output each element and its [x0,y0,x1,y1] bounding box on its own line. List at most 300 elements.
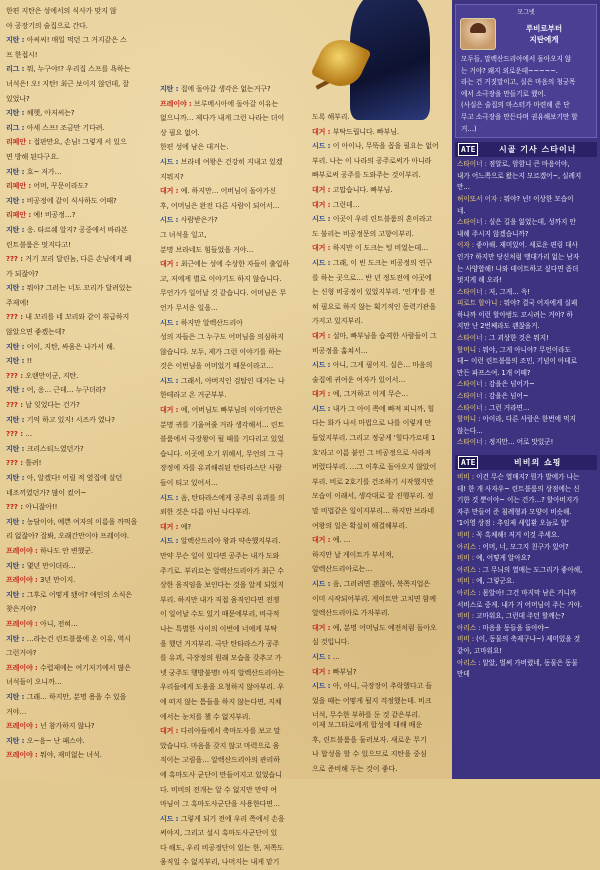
ate-speaker: 비비 : [457,554,477,563]
speaker-name: 지탄 : [6,415,27,424]
dialogue-line [312,592,450,607]
speaker-name: 대거 : [160,260,181,269]
dialogue-text: … [332,652,340,661]
dialogue-line [160,826,310,841]
dialogue-text: 모습이 이래서, 생각대로 잘 진행부리. 정 [312,492,434,501]
dialogue-text: 여왕의 일은 확실히 해결해부리. [312,521,408,530]
dialogue-text: 가지고 있지부리. [312,317,363,326]
mail-title [496,23,592,45]
dialogue-text: 고맙습니다. 빠부님. [332,185,393,194]
ending-note [312,718,452,776]
dialogue-line [6,281,151,296]
dialogue-line [6,646,151,661]
dialogue-line [160,593,310,608]
dialogue-text: 있었나? [6,94,30,103]
dialogue-line [6,544,151,559]
dialogue-text: 이 일어날 수도 있기 때문에부리, 비극적 [160,610,280,619]
dialogue-text: 다는 화가 나서 마법으로 나를 이렇게 만 [312,419,432,428]
speaker-name: 지탄 : [6,342,27,351]
dialogue-line [6,267,151,282]
dialogue-line [160,739,310,754]
dialogue-text: 넌 참가하지 않나? [40,722,95,731]
dialogue-text: 하지만 날 게이트가 부서져, [312,550,394,559]
ate-speaker: 스타이너 : [457,380,489,389]
dialogue-line [160,184,310,199]
ate-text: 고마워요, 그런데 주던 할깨는? [476,612,565,621]
speaker-name: ??? : [6,401,26,410]
dialogue-text: 않았으면 좋겠는데? [6,328,66,337]
dialogue-text: 장정에 자를 유괴해줘된 탄타라스단 사람 [160,464,282,473]
ate-line [457,669,595,681]
speaker-name: 지탄 : [6,590,27,599]
dialogue-line [312,212,450,227]
mail-title-from: 루비로부터 [525,24,563,33]
speaker-name: 시드 : [160,216,181,225]
speaker-name: 리그 : [6,65,27,74]
dialogue-text: 습니다. 이곳에 오기 위해서, 무언의 그 극 [160,449,284,458]
ate-line [457,634,595,646]
dialogue-text: 예, 분명 어머님도 예전처럼 돌아오 [332,623,437,632]
dialogue-line [160,476,310,491]
mail-line: 에서 소극장을 만들기로 했어. [461,89,546,98]
dialogue-text: 그후로 어떻게 됐어? 애인의 소식은 [26,590,133,599]
ate-section-body [452,470,600,683]
dialogue-line [160,432,310,447]
dialogue-line [160,82,310,97]
dialogue-text: 는 신형 비공정이 있었지부리. '인개'를 전 [312,288,435,297]
dialogue-text: 예! 비공정…? [33,211,76,220]
dialogue-text: 아세 스프! 조금만 기다려. [26,123,105,132]
dialogue-line [312,694,450,709]
ate-line [457,310,595,322]
speaker-name: ??? : [6,430,26,439]
ate-text: 같아, 고마워요! [457,646,503,655]
dialogue-line [6,135,151,150]
speaker-name: 대거 : [312,127,333,136]
dialogue-line [160,140,310,155]
ate-text: 정지만… 어로 맛있군! [488,438,554,447]
ate-text: 않는다… [457,426,483,435]
dialogue-line [160,316,310,331]
dialogue-text: 접판만요, 손님! 그렇게 서 있으 [33,138,127,147]
dialogue-line [160,286,310,301]
dialogue-line [160,257,310,272]
dialogue-text: 마님이 그 흑마도사군단을 사용한다면… [160,800,280,809]
speaker-name: 프레이야 : [160,99,195,108]
dialogue-text: 헤헷, 아저씨는? [26,109,75,118]
dialogue-line [6,325,151,340]
sidebar [452,0,600,779]
dialogue-line [160,841,310,856]
ate-badge: ATE [458,456,478,469]
dialogue-line [6,413,151,428]
dialogue-column-3 [312,110,450,723]
dialogue-line [312,373,450,388]
dialogue-text: 않습니다. 모두, 제가 그런 이야기를 하는 [160,347,282,356]
ate-section-header [455,142,597,157]
dialogue-line [312,446,450,461]
dialogue-text: 한편 지탄은 성에서의 식사가 맞지 않 [6,7,117,15]
dialogue-text: 고, 저에게 별로 이야기도 하지 않습니다. [160,274,282,283]
ate-text: 하나까 이런 할아범도 꼬시려는 거야? 하 [457,310,573,319]
ate-line [457,658,595,670]
ate-speaker: 스타이너 : [457,218,489,227]
dialogue-line [160,213,310,228]
dialogue-text: 았습니다. 마음을 갖지 않고 마력으로 움 [160,741,280,750]
speaker-name: 프레이야 : [6,619,41,628]
dialogue-line [312,183,450,198]
ate-speaker: 할머니 : [457,345,483,354]
dialogue-line [312,227,450,242]
dialogue-text: 이곳이 우리 린트블룸의 혼이라고 [332,215,433,224]
dialogue-line [160,549,310,564]
ate-line [457,159,595,171]
dialogue-line [6,486,151,501]
dialogue-text: 직이는 고림을… 알렉산드리아의 관리하 [160,756,280,765]
dialogue-text: 지뭐지? [160,172,184,181]
ate-speaker: 스타이너 : [457,287,489,296]
dialogue-text: 아씨씨! 매일 먹던 그 거지같은 스 [26,36,127,45]
speaker-name: 지탄 : [6,736,27,745]
dialogue-text: 그런데… [332,200,360,209]
dialogue-text: 아니, 그게 필어지. 실은… 마음의 [332,361,433,370]
dialogue-text: 도록 해부리. [312,113,350,121]
speaker-name: 시드 : [312,682,333,691]
dialogue-text: 호'라고 이름 붙인 그 비공정으로 사라져 [312,448,432,457]
mail-line: 거…) [461,124,477,133]
dialogue-text: 알렉산드리아 왕과 약속했지부리. [180,537,281,546]
dialogue-text: 내 꼬리를 네 꼬리와 같이 취급하지 [25,313,130,322]
ate-line [457,333,595,345]
dialogue-line [160,461,310,476]
dialogue-text: 최근에는 성에 수상한 자들이 출입하 [180,260,290,269]
speaker-name: 시드 : [312,404,333,413]
ate-line [457,472,595,484]
dialogue-line [160,491,310,506]
ate-line [457,206,595,218]
dialogue-line [312,577,450,592]
dialogue-line [6,383,151,398]
dialogue-text: 도 불리는 비공정문의 고향이부리. [312,229,414,238]
dialogue-text: 넷 궁주도 행방불명! 아직 알렉산드리아는 [160,668,285,677]
dialogue-line [6,165,151,180]
dialogue-line [160,797,310,812]
speaker-name: 지탄 : [6,284,27,293]
ate-line [457,298,595,310]
dialogue-line [160,622,310,637]
dialogue-line [160,534,310,549]
ate-text: '1이영 상점 : 추임제 새입환 오늘로 할' [457,519,569,528]
dialogue-text: 버렸다부리. …그 이후로 돌아오지 않았어 [312,463,437,472]
ate-line [457,495,595,507]
dialogue-line [160,199,310,214]
ate-line [457,252,595,264]
ate-line [457,426,595,438]
dialogue-text: 집에 돌아갈 생각은 없는거구? [180,85,271,93]
dialogue-line [160,359,310,374]
ate-line [457,484,595,496]
dialogue-text: 뭐, 누구야!? 우리집 스프를 욕하는 [26,65,131,74]
ate-speaker: 이자 : [457,241,477,250]
dialogue-text: 성의 자들은 그 누구도 어머님을 의심하지 [160,333,284,342]
dialogue-line [160,855,310,870]
ate-text: 멋지게 해 오라! [457,276,503,285]
ate-text: 서비스로 중게. 내가 거 어머님이 주는 거야. [457,600,583,609]
dialogue-text: 없으니까… 제다가 내게 그런 나라는 더이 [160,114,285,123]
speaker-name: 대거 : [312,390,333,399]
dialogue-line [312,489,450,504]
dialogue-line [312,271,450,286]
dialogue-line [6,675,151,690]
dialogue-line [160,724,310,739]
ate-text: 어머, 너, 모그지 친구가 있어? [482,542,569,551]
ending-line: 나 합성을 할 수 있으므로 지탄을 중심 [312,750,427,759]
mail-line: 무고 소극장을 만든다며 권유해보기만 할 [461,112,578,121]
dialogue-line [312,606,450,621]
moogle-mail-box [455,4,597,138]
dialogue-text: 예. 하지만… 어버님이 돌아가신 [180,187,277,196]
ate-line [457,437,595,449]
dialogue-text: 뭐야? 그러는 너도 꼬리가 달려있는 [26,284,133,293]
ate-speaker: 아리스 : [457,658,483,667]
speaker-name: 지탄 : [6,386,27,395]
dialogue-text: 실 것입니다. [312,638,350,647]
speaker-name: 시드 : [312,142,333,151]
speaker-name: 리페안 : [6,211,34,220]
speaker-name: 시드 : [312,258,333,267]
dialogue-line [160,680,310,695]
dialogue-text: 을 했던 거지부리. 극단 탄타라스가 공주 [160,639,280,648]
dialogue-text: 가 되잖아? [6,269,39,278]
dialogue-line [312,416,450,431]
dialogue-column-2 [160,82,310,870]
ate-speaker: 아리스 : [457,542,483,551]
ate-text: 감을은 넘어~ [488,392,529,401]
dialogue-line [6,121,151,136]
dialogue-line [160,272,310,287]
dialogue-line [160,301,310,316]
dialogue-text: 예? [180,522,191,531]
dialogue-line [6,238,151,253]
dialogue-text: 한편 성에 남은 대거는. [160,143,229,152]
dialogue-text: 그래서, 아버지인 검탑인 대거는 나 [180,376,285,385]
dialogue-line [160,564,310,579]
dialogue-text: 응. 타르쉐 알지? 공중에서 바라본 [26,225,128,234]
speaker-name: 리그 : [6,123,27,132]
dialogue-text: 그 녀석을 일고, [160,230,207,239]
dialogue-line [160,155,310,170]
speaker-name: 지탄 : [6,692,27,701]
dialogue-text: 농담이야, 예쁜 여자의 이름을 까먹을 [26,517,138,526]
ate-line [457,182,595,194]
dialogue-text: 언가 무서운 일을… [160,303,218,312]
dialogue-text: 들이 티고 있어서… [160,479,218,488]
dialogue-text: 에 흑마도사 군단이 만들어지고 있었습니 [160,770,282,779]
speaker-name: 대거 : [160,522,181,531]
dialogue-line [312,154,450,169]
speaker-name: ??? : [6,503,26,512]
ate-line [457,356,595,368]
dialogue-text: 사람받은가? [180,216,218,225]
dialogue-line [312,241,450,256]
ate-text: 예, 어떻게 알아요? [476,554,531,563]
dialogue-line [312,621,450,636]
ate-text: 이건 무슨 열매지? 뭔가 발에가 나는 [476,473,580,481]
dialogue-text: 어머, 꾸문이라도? [33,182,88,191]
ate-text: 알았, 벌써 가버렸네, 동물은 동물 [482,658,578,667]
dialogue-text: 너석, 무수한 부하를 둔 것 같은부리. [312,711,421,720]
dialogue-line [312,679,450,694]
ate-line [457,530,595,542]
dialogue-line [312,256,450,271]
dialogue-text: 뢰한 것은 다름 아닌 나다부리. [160,508,251,517]
dialogue-line [160,520,310,535]
dialogue-line [6,77,151,92]
ate-line [457,391,595,403]
dialogue-line [6,194,151,209]
dialogue-line [312,329,450,344]
dialogue-text: 녀석들이 오니까… [6,678,62,687]
dialogue-line [6,734,151,749]
speaker-name: 지탄 : [6,196,27,205]
dialogue-line [312,460,450,475]
dialogue-line [160,666,310,681]
dialogue-text: 후, 어머님은 완전 다른 사람이 되어서… [160,201,280,210]
dialogue-line [160,170,310,185]
ate-line [457,600,595,612]
dialogue-line [6,92,151,107]
dialogue-text: 부리. 나는 이 나라의 공주로써가 아니라 [312,156,432,165]
ate-line [457,368,595,380]
speaker-name: 시드 : [160,157,181,166]
dialogue-line [6,340,151,355]
dialogue-text: 아 공장기의 술집으로 간다. [6,21,88,30]
dialogue-text: 분명 브라네도 힘들었을 거야… [160,245,254,254]
dialogue-text: 오~음~ 난 패스야. [26,736,85,745]
dialogue-line [312,300,450,315]
moogle-net-label: 모그넷 [517,9,535,16]
dialogue-text: 에서는 눈치를 챌 수 없지부리. [160,712,251,721]
ate-text: 감을은 넘어가~ [488,380,535,389]
dialogue-line [312,139,450,154]
dialogue-line [6,354,151,369]
dialogue-line [312,402,450,417]
dialogue-text: 부리. 비로 2호기를 건조하기 시작했지만 [312,477,434,486]
speaker-name: 시드 : [312,215,333,224]
dialogue-text: 어, 응… 근데… 누구더라? [26,386,106,395]
dialogue-text: 다. 비비의 전개는 알 수 없지만 만약 여 [160,785,277,794]
moogle-avatar [460,18,496,50]
ate-text: 실은 길을 잃었는데, 성까지 안 [488,218,576,227]
speaker-name: 대거 : [160,187,181,196]
dialogue-text: 크리스티느였던가? [26,444,84,453]
speaker-name: 지탄 : [6,561,27,570]
dialogue-text: 그렇게 되기 전에 우리 쪽에서 손을 [180,814,285,823]
ate-text: 지만 난 2번째라도 괜찮을거. [457,322,540,331]
ate-line [457,403,595,415]
dialogue-text: 아니잖아!! [25,503,58,512]
dialogue-line [312,475,450,490]
dialogue-line [6,208,151,223]
dialogue-line [312,125,450,140]
ate-text: 그런 거라면… [488,403,530,412]
dialogue-text: 내가 그 아이 쪽에 빠져 피니까, 힐 [332,404,435,413]
speaker-name: 리페안 : [6,182,34,191]
dialogue-text: 네조끼였던가? 많이 컸어~ [6,488,87,497]
ate-section-body [452,157,600,451]
ate-line [457,321,595,333]
dialogue-line [6,705,151,720]
dialogue-line [6,4,151,19]
speaker-name: 시드 : [312,361,333,370]
dialogue-line [6,602,151,617]
dialogue-text: 3년 만이지. [40,576,76,585]
speaker-name: 대거 : [312,185,333,194]
dialogue-text: 만약 무슨 일이 있다면 공주는 내가 도와 [160,552,280,560]
dialogue-line [6,19,151,34]
speaker-name: 프레이야 : [6,663,41,672]
dialogue-text: … [25,430,33,439]
character-illustration [300,0,450,115]
dialogue-text: 하지만 이 도크는 텅 비었는데… [332,244,429,253]
dialogue-text: 하나도 안 변했군. [40,546,94,555]
dialogue-line [6,632,151,647]
speaker-name: 프레이야 : [6,751,41,760]
dialogue-line [6,573,151,588]
dialogue-line [6,588,151,603]
dialogue-text: 녀석은! 오! 지탄! 최근 보이지 않던데, 잘 [6,79,129,88]
dialogue-text: 빠부님? [332,667,357,676]
speaker-name: 대거 : [312,623,333,632]
dialogue-line [160,607,310,622]
dialogue-line [160,447,310,462]
ate-text: 좋아해. 재미있어. 새로운 편링 대사 [476,241,578,250]
dialogue-text: …라는건 린트블룸에 온 이유, 역시 [26,634,131,643]
ate-speaker: 허이또서 어자 : [457,194,504,203]
ate-line [457,623,595,635]
dialogue-line [6,62,151,77]
dialogue-line [6,398,151,413]
ate-speaker: 피로트 할아니 : [457,299,504,308]
dialogue-line [160,753,310,768]
mail-line: (사실은 술집의 마스터가 마련해 준 단 [461,101,570,110]
ate-speaker: 스타이너 : [457,160,489,169]
dialogue-text: 수렵제에는 여기저기에서 많은 [40,663,131,672]
ate-text: 데~ 이런 린트블룸의 조민, 기념이 아데로 [457,357,578,366]
dialogue-line [160,228,310,243]
ate-text: 만데 [457,670,470,679]
speaker-name: ??? : [6,459,26,468]
ate-text: 그 괴상한 것은 뭐지! [488,334,549,343]
speaker-name: 지탄 : [6,634,27,643]
dialogue-text: 아니, 전혀… [40,619,78,628]
dialogue-line [160,812,310,827]
dialogue-line [312,650,450,665]
dialogue-line [312,548,450,563]
dialogue-line [160,578,310,593]
ate-text: 몸알아! 그건 마지막 남은 거니까 [482,588,577,597]
ate-text: (이, 동물의 축제구나~) 제미있을 것 [476,635,581,644]
ending-line: 후, 린트블룸을 둘러보자. 새로운 무기 [312,735,427,744]
dialogue-text: 틀려! [25,459,42,468]
ate-speaker: 스타이너 : [457,403,489,412]
dialogue-line [160,388,310,403]
dialogue-line [160,695,310,710]
dialogue-line [6,515,151,530]
dialogue-line [6,223,151,238]
ate-text: 예, 그렇군요. [476,577,515,586]
ate-text: 내가 어느쪽으로 왔는지 모르겠어~, 실례지 [457,171,582,180]
